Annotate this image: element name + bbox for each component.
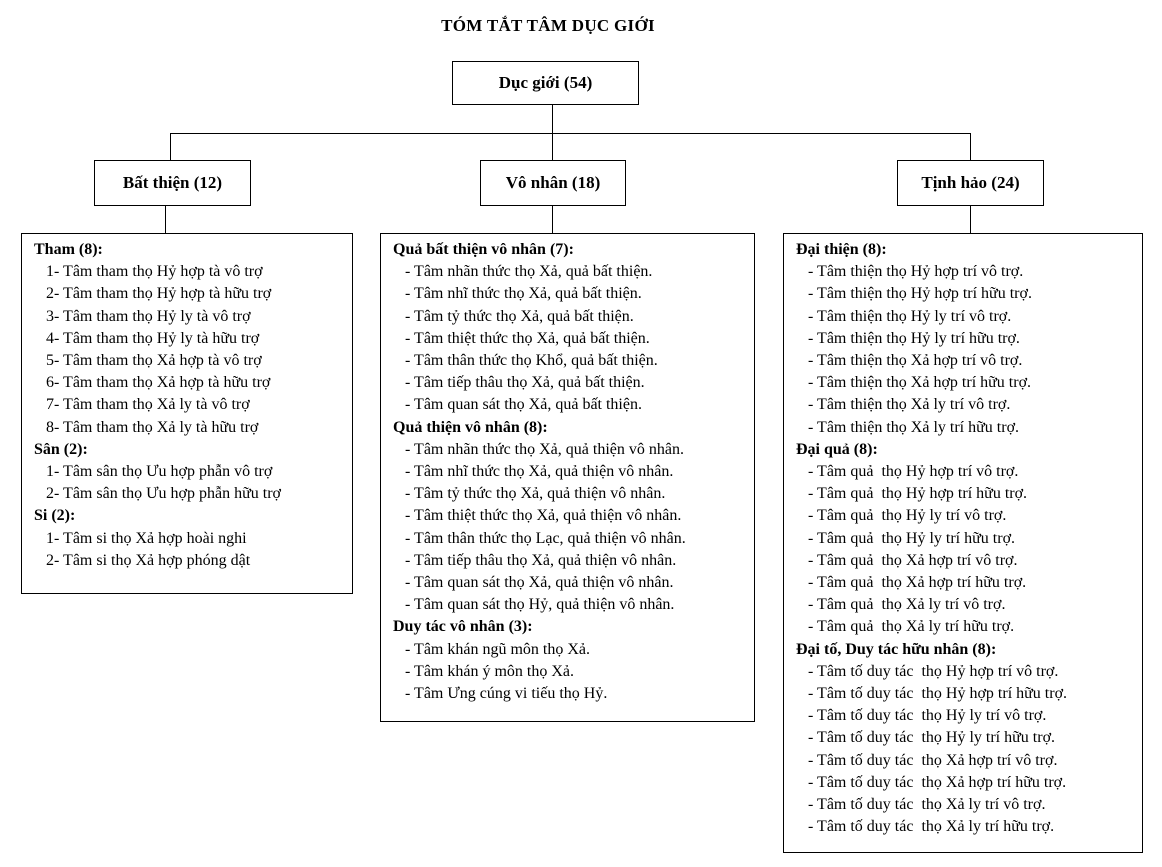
list-item: - Tâm quan sát thọ Xả, quả bất thiện.	[405, 396, 642, 414]
list-item: 8- Tâm tham thọ Xả ly tà hữu trợ	[46, 418, 259, 436]
panel-vo-nhan	[380, 233, 755, 722]
list-item: 1- Tâm si thọ Xả hợp hoài nghi	[46, 529, 247, 547]
group-heading: Si (2):	[34, 507, 76, 525]
list-item: - Tâm quả thọ Xả ly trí hữu trợ.	[808, 618, 1015, 636]
group-heading: Sân (2):	[34, 440, 88, 458]
branch-bar	[170, 133, 971, 134]
list-item: - Tâm quả thọ Hỷ ly trí hữu trợ.	[808, 529, 1016, 547]
connector-vo-nhan	[552, 133, 553, 161]
list-item: - Tâm tiếp thâu thọ Xả, quả thiện vô nhân.	[405, 551, 677, 569]
list-item: - Tâm tố duy tác thọ Xả ly trí vô trợ.	[808, 796, 1046, 814]
list-item: - Tâm thiện thọ Hỷ ly trí hữu trợ.	[808, 329, 1020, 347]
group-heading: Tham (8):	[34, 241, 103, 258]
list-item: - Tâm tiếp thâu thọ Xả, quả bất thiện.	[405, 374, 645, 392]
list-item: - Tâm tố duy tác thọ Xả ly trí hữu trợ.	[808, 818, 1055, 836]
list-item: 4- Tâm tham thọ Hỷ ly tà hữu trợ	[46, 329, 260, 347]
connector-bat-thien-panel	[165, 205, 166, 234]
category-node-tinh-hao: Tịnh hảo (24)	[897, 160, 1044, 206]
list-item: - Tâm tỷ thức thọ Xả, quả thiện vô nhân.	[405, 485, 666, 503]
list-item: 1- Tâm sân thọ Ưu hợp phẫn vô trợ	[46, 463, 273, 481]
list-item: - Tâm thiện thọ Hỷ hợp trí hữu trợ.	[808, 285, 1032, 303]
list-item: - Tâm thiện thọ Xả ly trí hữu trợ.	[808, 418, 1020, 436]
category-node-vo-nhan: Vô nhân (18)	[480, 160, 626, 206]
list-item: - Tâm tố duy tác thọ Hỷ hợp trí vô trợ.	[808, 662, 1059, 680]
group-heading: Đại tố, Duy tác hữu nhân (8):	[796, 640, 997, 658]
list-item: - Tâm thân thức thọ Khổ, quả bất thiện.	[405, 352, 658, 370]
list-item: - Tâm quả thọ Hỷ hợp trí vô trợ.	[808, 463, 1019, 481]
list-item: - Tâm khán ngũ môn thọ Xả.	[405, 640, 591, 658]
list-item: - Tâm thiện thọ Hỷ hợp trí vô trợ.	[808, 263, 1024, 281]
list-item: - Tâm thiện thọ Xả hợp trí vô trợ.	[808, 352, 1023, 370]
list-item: - Tâm tố duy tác thọ Hỷ hợp trí hữu trợ.	[808, 685, 1068, 703]
list-item: 6- Tâm tham thọ Xả hợp tà hữu trợ	[46, 374, 271, 392]
list-item: - Tâm Ưng cúng vi tiếu thọ Hỷ.	[405, 685, 608, 703]
list-item: 3- Tâm tham thọ Hỷ ly tà vô trợ	[46, 307, 251, 325]
list-item: 5- Tâm tham thọ Xả hợp tà vô trợ	[46, 352, 262, 370]
panel-bat-thien	[21, 233, 353, 594]
list-item: - Tâm quan sát thọ Hỷ, quả thiện vô nhân.	[405, 596, 675, 614]
list-item: - Tâm nhĩ thức thọ Xả, quả bất thiện.	[405, 285, 642, 303]
list-item: - Tâm tố duy tác thọ Xả hợp trí vô trợ.	[808, 751, 1058, 769]
list-item: - Tâm quả thọ Xả hợp trí hữu trợ.	[808, 574, 1027, 592]
list-item: - Tâm nhĩ thức thọ Xả, quả thiện vô nhân.	[405, 463, 674, 481]
connector-bat-thien	[170, 133, 171, 161]
root-node: Dục giới (54)	[452, 61, 639, 105]
group-heading: Đại quả (8):	[796, 440, 878, 458]
list-item: - Tâm tố duy tác thọ Hỷ ly trí hữu trợ.	[808, 729, 1056, 747]
group-heading: Đại thiện (8):	[796, 241, 887, 258]
list-item: - Tâm thiện thọ Hỷ ly trí vô trợ.	[808, 307, 1012, 325]
list-item: 2- Tâm tham thọ Hỷ hợp tà hữu trợ	[46, 285, 272, 303]
root-connector	[552, 104, 553, 134]
list-item: - Tâm thiện thọ Xả ly trí vô trợ.	[808, 396, 1011, 414]
list-item: - Tâm thiệt thức thọ Xả, quả bất thiện.	[405, 329, 650, 347]
group-heading: Quả bất thiện vô nhân (7):	[393, 241, 574, 258]
list-item: 7- Tâm tham thọ Xả ly tà vô trợ	[46, 396, 250, 414]
group-heading: Duy tác vô nhân (3):	[393, 618, 533, 636]
list-item: - Tâm quả thọ Hỷ ly trí vô trợ.	[808, 507, 1007, 525]
panel-tinh-hao	[783, 233, 1143, 853]
connector-tinh-hao-panel	[970, 205, 971, 234]
list-item: - Tâm quả thọ Hỷ hợp trí hữu trợ.	[808, 485, 1028, 503]
list-item: - Tâm nhãn thức thọ Xả, quả thiện vô nhân.	[405, 440, 684, 458]
list-item: - Tâm thân thức thọ Lạc, quả thiện vô nhân.	[405, 529, 686, 547]
list-item: - Tâm tố duy tác thọ Xả hợp trí hữu trợ.	[808, 773, 1067, 791]
list-item: - Tâm tố duy tác thọ Hỷ ly trí vô trợ.	[808, 707, 1047, 725]
diagram-title: TÓM TẮT TÂM DỤC GIỚI	[441, 16, 655, 35]
list-item: - Tâm thiện thọ Xả hợp trí hữu trợ.	[808, 374, 1032, 392]
list-item: - Tâm khán ý môn thọ Xả.	[405, 662, 575, 680]
connector-vo-nhan-panel	[552, 205, 553, 234]
group-heading: Quả thiện vô nhân (8):	[393, 418, 548, 436]
list-item: 2- Tâm sân thọ Ưu hợp phẫn hữu trợ	[46, 485, 282, 503]
list-item: - Tâm tỷ thức thọ Xả, quả bất thiện.	[405, 307, 634, 325]
list-item: - Tâm nhãn thức thọ Xả, quả bất thiện.	[405, 263, 653, 281]
category-node-bat-thien: Bất thiện (12)	[94, 160, 251, 206]
connector-tinh-hao	[970, 133, 971, 161]
list-item: 1- Tâm tham thọ Hỷ hợp tà vô trợ	[46, 263, 263, 281]
list-item: 2- Tâm si thọ Xả hợp phóng dật	[46, 551, 251, 569]
list-item: - Tâm quả thọ Xả ly trí vô trợ.	[808, 596, 1006, 614]
list-item: - Tâm thiệt thức thọ Xả, quả thiện vô nhân.	[405, 507, 682, 525]
list-item: - Tâm quả thọ Xả hợp trí vô trợ.	[808, 551, 1018, 569]
list-item: - Tâm quan sát thọ Xả, quả thiện vô nhân.	[405, 574, 674, 592]
